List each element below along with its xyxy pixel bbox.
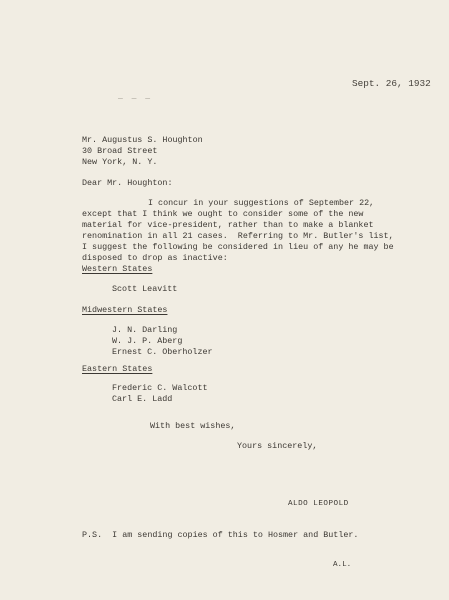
letter-date: Sept. 26, 1932	[352, 78, 431, 89]
initials: A.L.	[333, 561, 352, 569]
name-entry: Carl E. Ladd	[112, 394, 173, 404]
postscript: P.S. I am sending copies of this to Hosmer and Butler.	[82, 530, 359, 540]
address-line-name: Mr. Augustus S. Houghton	[82, 135, 203, 145]
name-entry: J. N. Darling	[112, 325, 178, 335]
name-entry: Frederic C. Walcott	[112, 383, 208, 393]
section-heading-western: Western States	[82, 264, 153, 274]
address-line-street: 30 Broad Street	[82, 146, 158, 156]
body-line: except that I think we ought to consider some of the new	[82, 209, 364, 219]
body-line: I concur in your suggestions of September 22,	[148, 198, 375, 208]
closing: Yours sincerely,	[237, 441, 318, 451]
body-line: I suggest the following be considered in lieu of any he may be	[82, 242, 394, 252]
body-line: disposed to drop as inactive:	[82, 253, 228, 263]
name-entry: W. J. P. Aberg	[112, 336, 183, 346]
name-entry: Ernest C. Oberholzer	[112, 347, 213, 357]
body-line: renomination in all 21 cases. Referring to Mr. Butler's list,	[82, 231, 394, 241]
address-line-city: New York, N. Y.	[82, 157, 158, 167]
salutation: Dear Mr. Houghton:	[82, 178, 173, 188]
name-entry: Scott Leavitt	[112, 284, 178, 294]
body-line: material for vice-president, rather than to make a blanket	[82, 220, 374, 230]
section-heading-midwestern: Midwestern States	[82, 305, 168, 315]
section-heading-eastern: Eastern States	[82, 364, 153, 374]
signature: ALDO LEOPOLD	[288, 500, 349, 508]
closing-wishes: With best wishes,	[150, 421, 236, 431]
decorative-dashes: _ _ _	[118, 92, 153, 101]
